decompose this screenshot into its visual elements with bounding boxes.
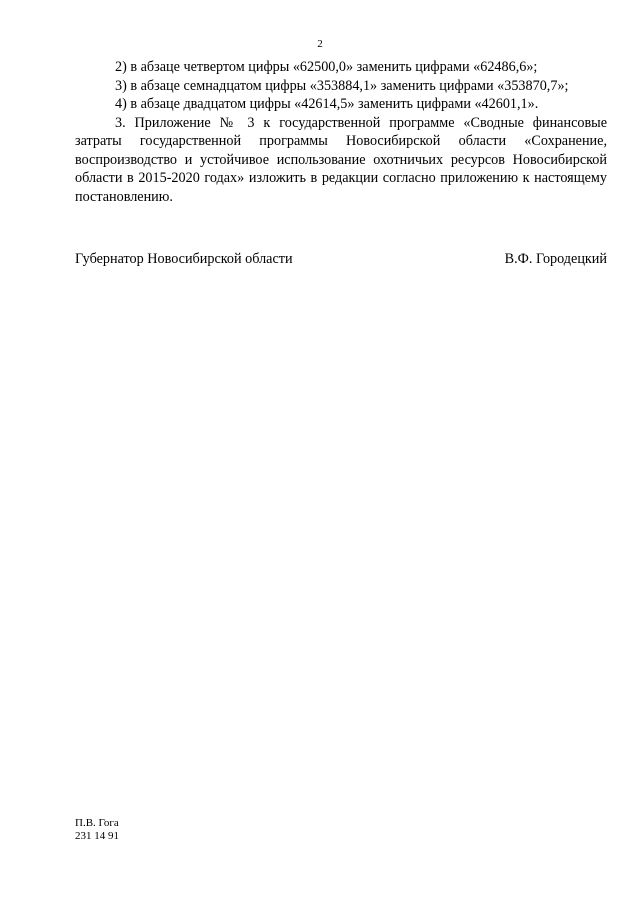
- page-number: 2: [317, 38, 323, 50]
- document-body: [75, 58, 607, 206]
- executor-block: [75, 817, 119, 843]
- executor-name: П.В. Гога: [75, 817, 119, 829]
- executor-phone: 231 14 91: [75, 830, 119, 842]
- paragraph-3: 3. Приложение № 3 к государственной программе «Сводные финансовые затраты государственной программы Новосибирской области «Сохранение, воспроизводство и устойчивое использование охотничьих ресурсов Новосибирской области в 2015-2020 годах» изложить в редакции согласно приложению к настоящему постановлению.: [75, 114, 607, 205]
- amendment-item-3: 3) в абзаце семнадцатом цифры «353884,1» заменить цифрами «353870,7»;: [115, 77, 569, 94]
- amendment-item-2: 2) в абзаце четвертом цифры «62500,0» заменить цифрами «62486,6»;: [115, 59, 538, 75]
- amendment-item-4: 4) в абзаце двадцатом цифры «42614,5» заменить цифрами «42601,1».: [115, 96, 539, 112]
- signatory-name: В.Ф. Городецкий: [504, 251, 607, 267]
- signature-block: [75, 251, 607, 268]
- signatory-position: Губернатор Новосибирской области: [75, 251, 293, 267]
